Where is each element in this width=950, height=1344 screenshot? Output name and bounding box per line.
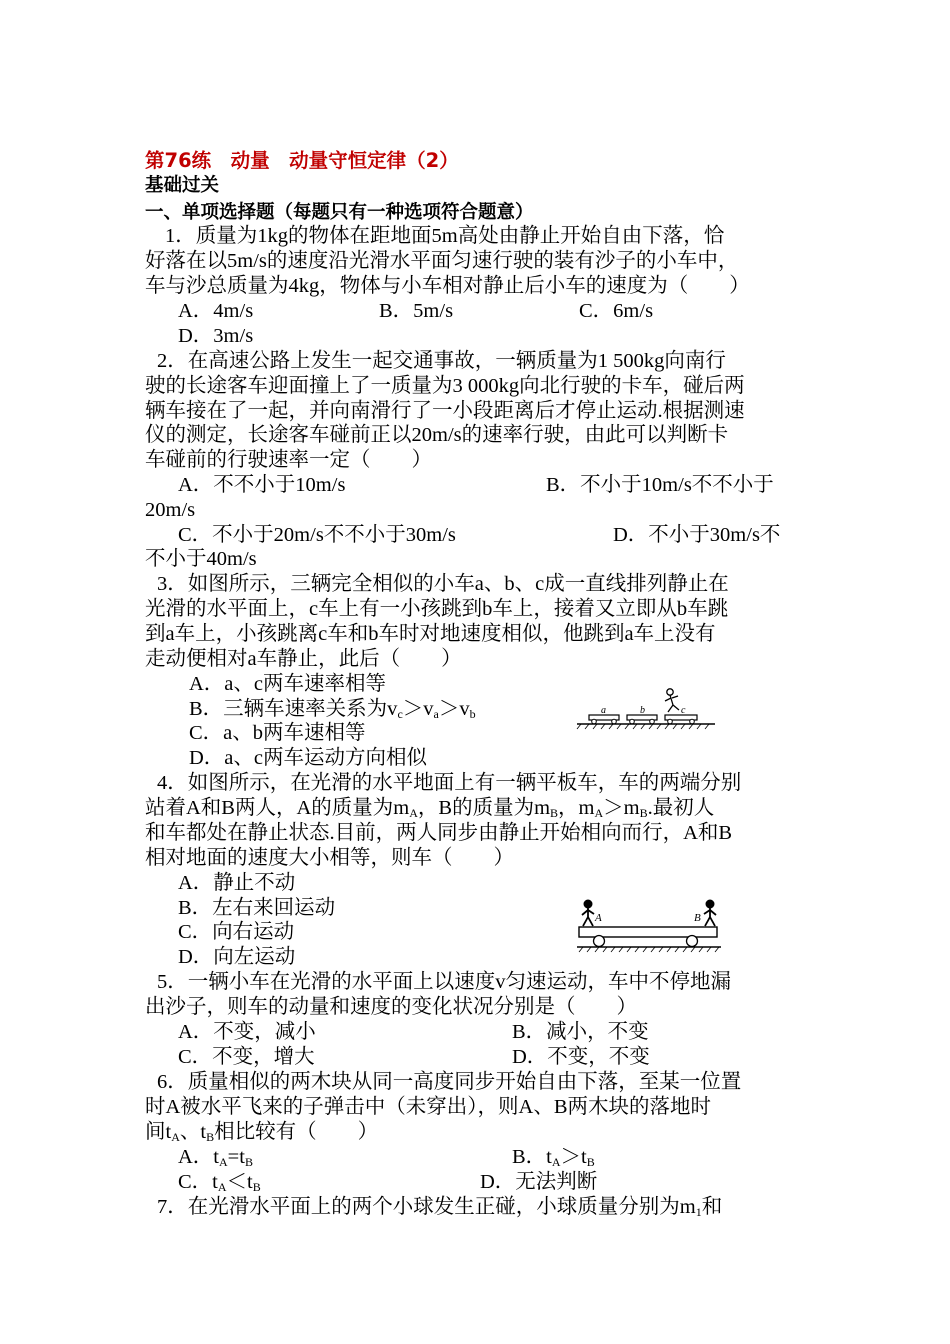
flatcar-figure: [575, 896, 725, 954]
q4-option-d: D．向左运动: [178, 946, 296, 968]
q2-line-1: 2．在高速公路上发生一起交通事故，一辆质量为1 500kg向南行: [157, 350, 726, 372]
q6-line-2: 时A被水平飞来的子弹击中（未穿出），则A、B两木块的落地时: [145, 1096, 712, 1118]
q2-option-c: C．不小于20m/s不不小于30m/s: [178, 524, 456, 546]
q1-line-3: 车与沙总质量为4kg，物体与小车相对静止后小车的速度为（ ）: [145, 275, 750, 297]
q2-line-5: 车碰前的行驶速率一定（ ）: [145, 449, 432, 471]
person-b-label: B: [694, 912, 701, 924]
q1-line-1: 1．质量为1kg的物体在距地面5m高处由静止开始自由下落，恰: [165, 225, 725, 247]
cart-b: [627, 705, 657, 724]
q1-option-b: B．5m/s: [379, 300, 454, 322]
q4-line-3: 和车都处在静止状态.目前，两人同步由静止开始相向而行，A和B: [145, 822, 733, 844]
q1-option-d: D．3m/s: [178, 325, 254, 347]
q2-line-3: 辆车接在了一起，并向南滑行了一小段距离后才停止运动.根据测速: [145, 400, 745, 422]
q6-option-b: B．$t_A>t_B$: [512, 1146, 595, 1169]
q3-option-b: B．三辆车速率关系为$v_c>v_a>v_b$: [189, 698, 476, 721]
q4-line-2: 站着A和B两人，A的质量为$m_A$，B的质量为$m_B$，$m_A>m_B$.最初人: [145, 797, 715, 820]
q6-option-c: C．$t_A<t_B$: [178, 1171, 261, 1194]
part-heading: 一、单项选择题（每题只有一种选项符合题意）: [145, 202, 534, 223]
person-b-figure: [704, 900, 716, 926]
q5-line-2: 出沙子，则车的动量和速度的变化状况分别是（ ）: [145, 996, 637, 1018]
flatcar-wheel-left: [594, 936, 605, 947]
q3-line-4: 走动便相对a车静止，此后（ ）: [145, 648, 462, 670]
q1-option-c: C．6m/s: [579, 300, 654, 322]
cart-b-label: b: [640, 705, 645, 716]
q3-option-c: C．a、b两车速相等: [189, 722, 366, 744]
q6-option-d: D．无法判断: [480, 1171, 598, 1193]
child-figure: [665, 689, 679, 712]
q3-option-d: D．a、c两车运动方向相似: [189, 747, 428, 769]
q5-line-1: 5．一辆小车在光滑的水平面上以速度v匀速运动，车中不停地漏: [157, 971, 731, 993]
section-heading: 基础过关: [145, 175, 220, 196]
q2-option-b-cont: 20m/s: [145, 499, 196, 521]
q4-line-1: 4．如图所示，在光滑的水平地面上有一辆平板车，车的两端分别: [157, 772, 742, 794]
q4-option-b: B．左右来回运动: [178, 897, 336, 919]
q3-line-3: 到a车上，小孩跳离c车和b车时对地速度相似，他跳到a车上没有: [145, 623, 716, 645]
q4-line-4: 相对地面的速度大小相等，则车（ ）: [145, 847, 514, 869]
q2-option-d-cont: 不小于40m/s: [145, 548, 257, 570]
q3-option-a: A．a、c两车速率相等: [189, 673, 387, 695]
q1-line-2: 好落在以5m/s的速度沿光滑水平面匀速行驶的装有沙子的小车中，: [145, 250, 739, 272]
q2-line-2: 驶的长途客车迎面撞上了一质量为3 000kg向北行驶的卡车，碰后两: [145, 375, 745, 397]
q2-line-4: 仪的测定，长途客车碰前正以20m/s的速率行驶，由此可以判断卡: [145, 424, 729, 446]
cart-c-label: c: [681, 705, 686, 716]
q6-line-3: 间$t_A$、$t_B$相比较有（ ）: [145, 1121, 379, 1144]
cart-a: [589, 705, 619, 724]
page-title: 第76练 动量 动量守恒定律（2）: [145, 149, 459, 172]
q5-option-d: D．不变，不变: [512, 1046, 650, 1068]
q6-option-a: A．$t_A=t_B$: [178, 1146, 253, 1169]
cart-c: [665, 705, 697, 724]
person-a-figure: [582, 900, 594, 926]
q2-option-d: D．不小于30m/s不: [613, 524, 781, 546]
q7-line-1: 7．在光滑水平面上的两个小球发生正碰，小球质量分别为$m_1$和: [157, 1196, 723, 1219]
person-a-label: A: [595, 912, 602, 924]
q4-option-c: C．向右运动: [178, 921, 295, 943]
q4-option-a: A．静止不动: [178, 872, 296, 894]
cart-a-label: a: [601, 705, 606, 716]
ground-hatching: [579, 947, 719, 952]
q3-line-2: 光滑的水平面上，c车上有一小孩跳到b车上，接着又立即从b车跳: [145, 598, 729, 620]
q3-line-1: 3．如图所示，三辆完全相似的小车a、b、c成一直线排列静止在: [157, 573, 729, 595]
q2-option-b: B．不小于10m/s不不小于: [546, 474, 774, 496]
q2-option-a: A．不不小于10m/s: [178, 474, 346, 496]
three-carts-figure: [575, 686, 720, 731]
q5-option-b: B．减小，不变: [512, 1021, 649, 1043]
q6-line-1: 6．质量相似的两木块从同一高度同步开始自由下落，至某一位置: [157, 1071, 742, 1093]
q5-option-c: C．不变，增大: [178, 1046, 315, 1068]
flatcar-wheel-right: [687, 936, 698, 947]
q5-option-a: A．不变，减小: [178, 1021, 316, 1043]
q1-option-a: A．4m/s: [178, 300, 254, 322]
